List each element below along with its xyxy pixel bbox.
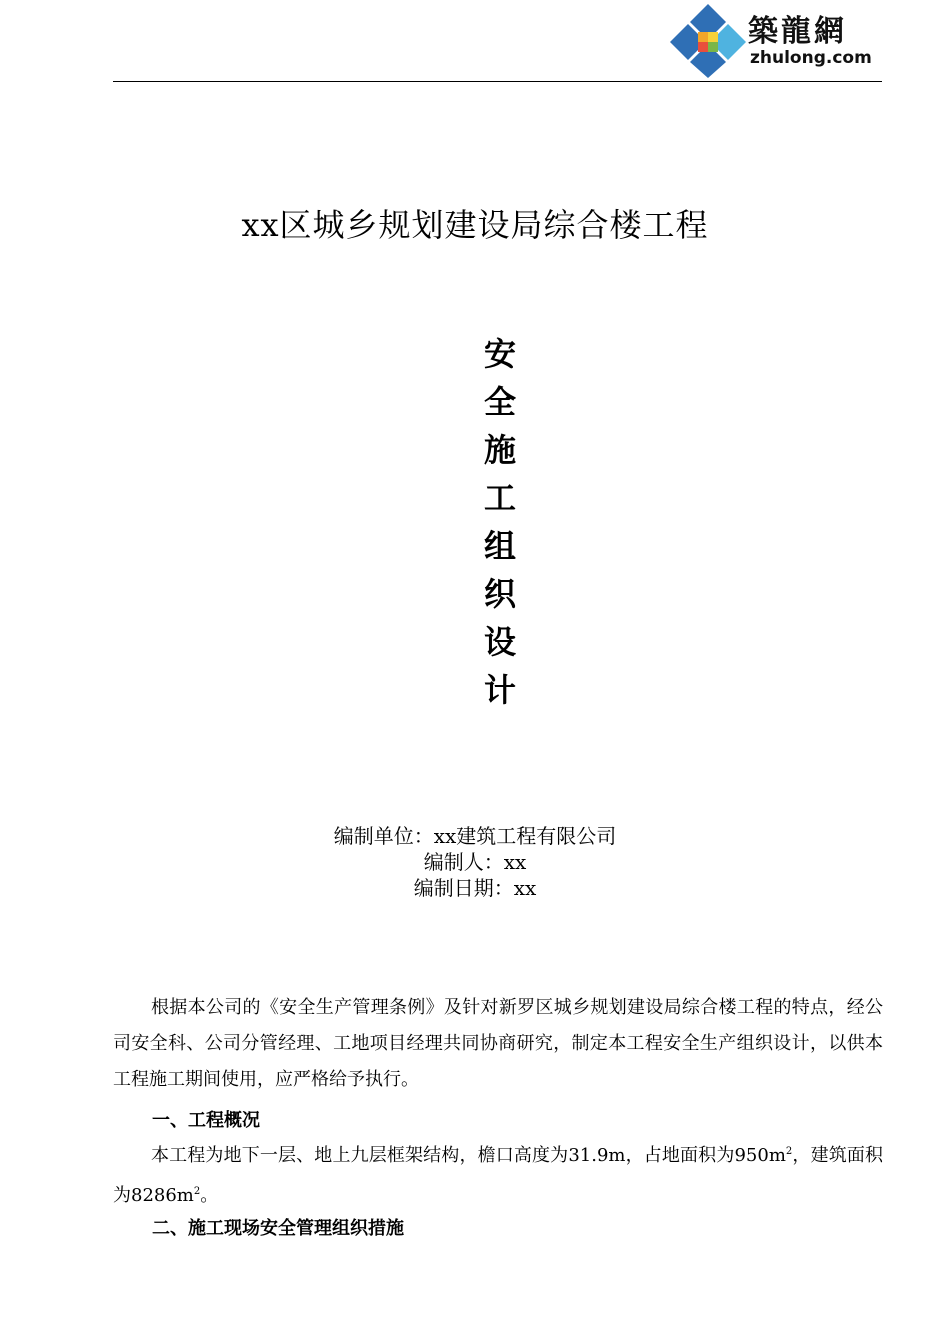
section2-heading: 二、施工现场安全管理组织措施	[152, 1218, 404, 1239]
header-divider	[113, 81, 882, 82]
section1-heading: 一、工程概况	[152, 1110, 260, 1131]
compile-date: 编制日期：xx	[413, 876, 537, 900]
vertical-title-char: 安	[483, 335, 516, 373]
compiler-unit: 编制单位：xx建筑工程有限公司	[333, 824, 617, 848]
intro-paragraph: 根据本公司的《安全生产管理条例》及针对新罗区城乡规划建设局综合楼工程的特点，经公司安全科、公司分管经理、工地项目经理共同协商研究，制定本工程安全生产组织设计，以供本工程施工期间使用，应严格给予执行。	[113, 997, 883, 1090]
logo-text-cn: 築龍網	[748, 14, 847, 49]
vertical-title-char: 施	[483, 431, 516, 469]
logo-text-en: zhulong.com	[750, 48, 872, 68]
vertical-title-char: 计	[483, 671, 516, 709]
superscript: 2	[193, 1186, 201, 1197]
document-title: xx区城乡规划建设局综合楼工程	[241, 206, 709, 244]
section1-text-b: ，建筑面积为8286m	[113, 1145, 884, 1206]
compiler-person: 编制人：xx	[423, 850, 527, 874]
vertical-title-char: 全	[483, 383, 516, 421]
superscript: 2	[785, 1146, 793, 1157]
section1-text-c: 。	[200, 1185, 219, 1206]
zhulong-logo	[666, 0, 884, 80]
vertical-title-char: 工	[483, 479, 516, 517]
section1-paragraph	[113, 1134, 883, 1214]
section1-text-a: 本工程为地下一层、地上九层框架结构，檐口高度为31.9m，占地面积为950m	[151, 1145, 786, 1166]
vertical-title-char: 组	[483, 527, 516, 565]
vertical-title-char: 织	[483, 575, 516, 613]
vertical-title	[470, 330, 530, 714]
zhulong-logo-icon	[668, 2, 748, 78]
vertical-title-char: 设	[483, 623, 516, 661]
